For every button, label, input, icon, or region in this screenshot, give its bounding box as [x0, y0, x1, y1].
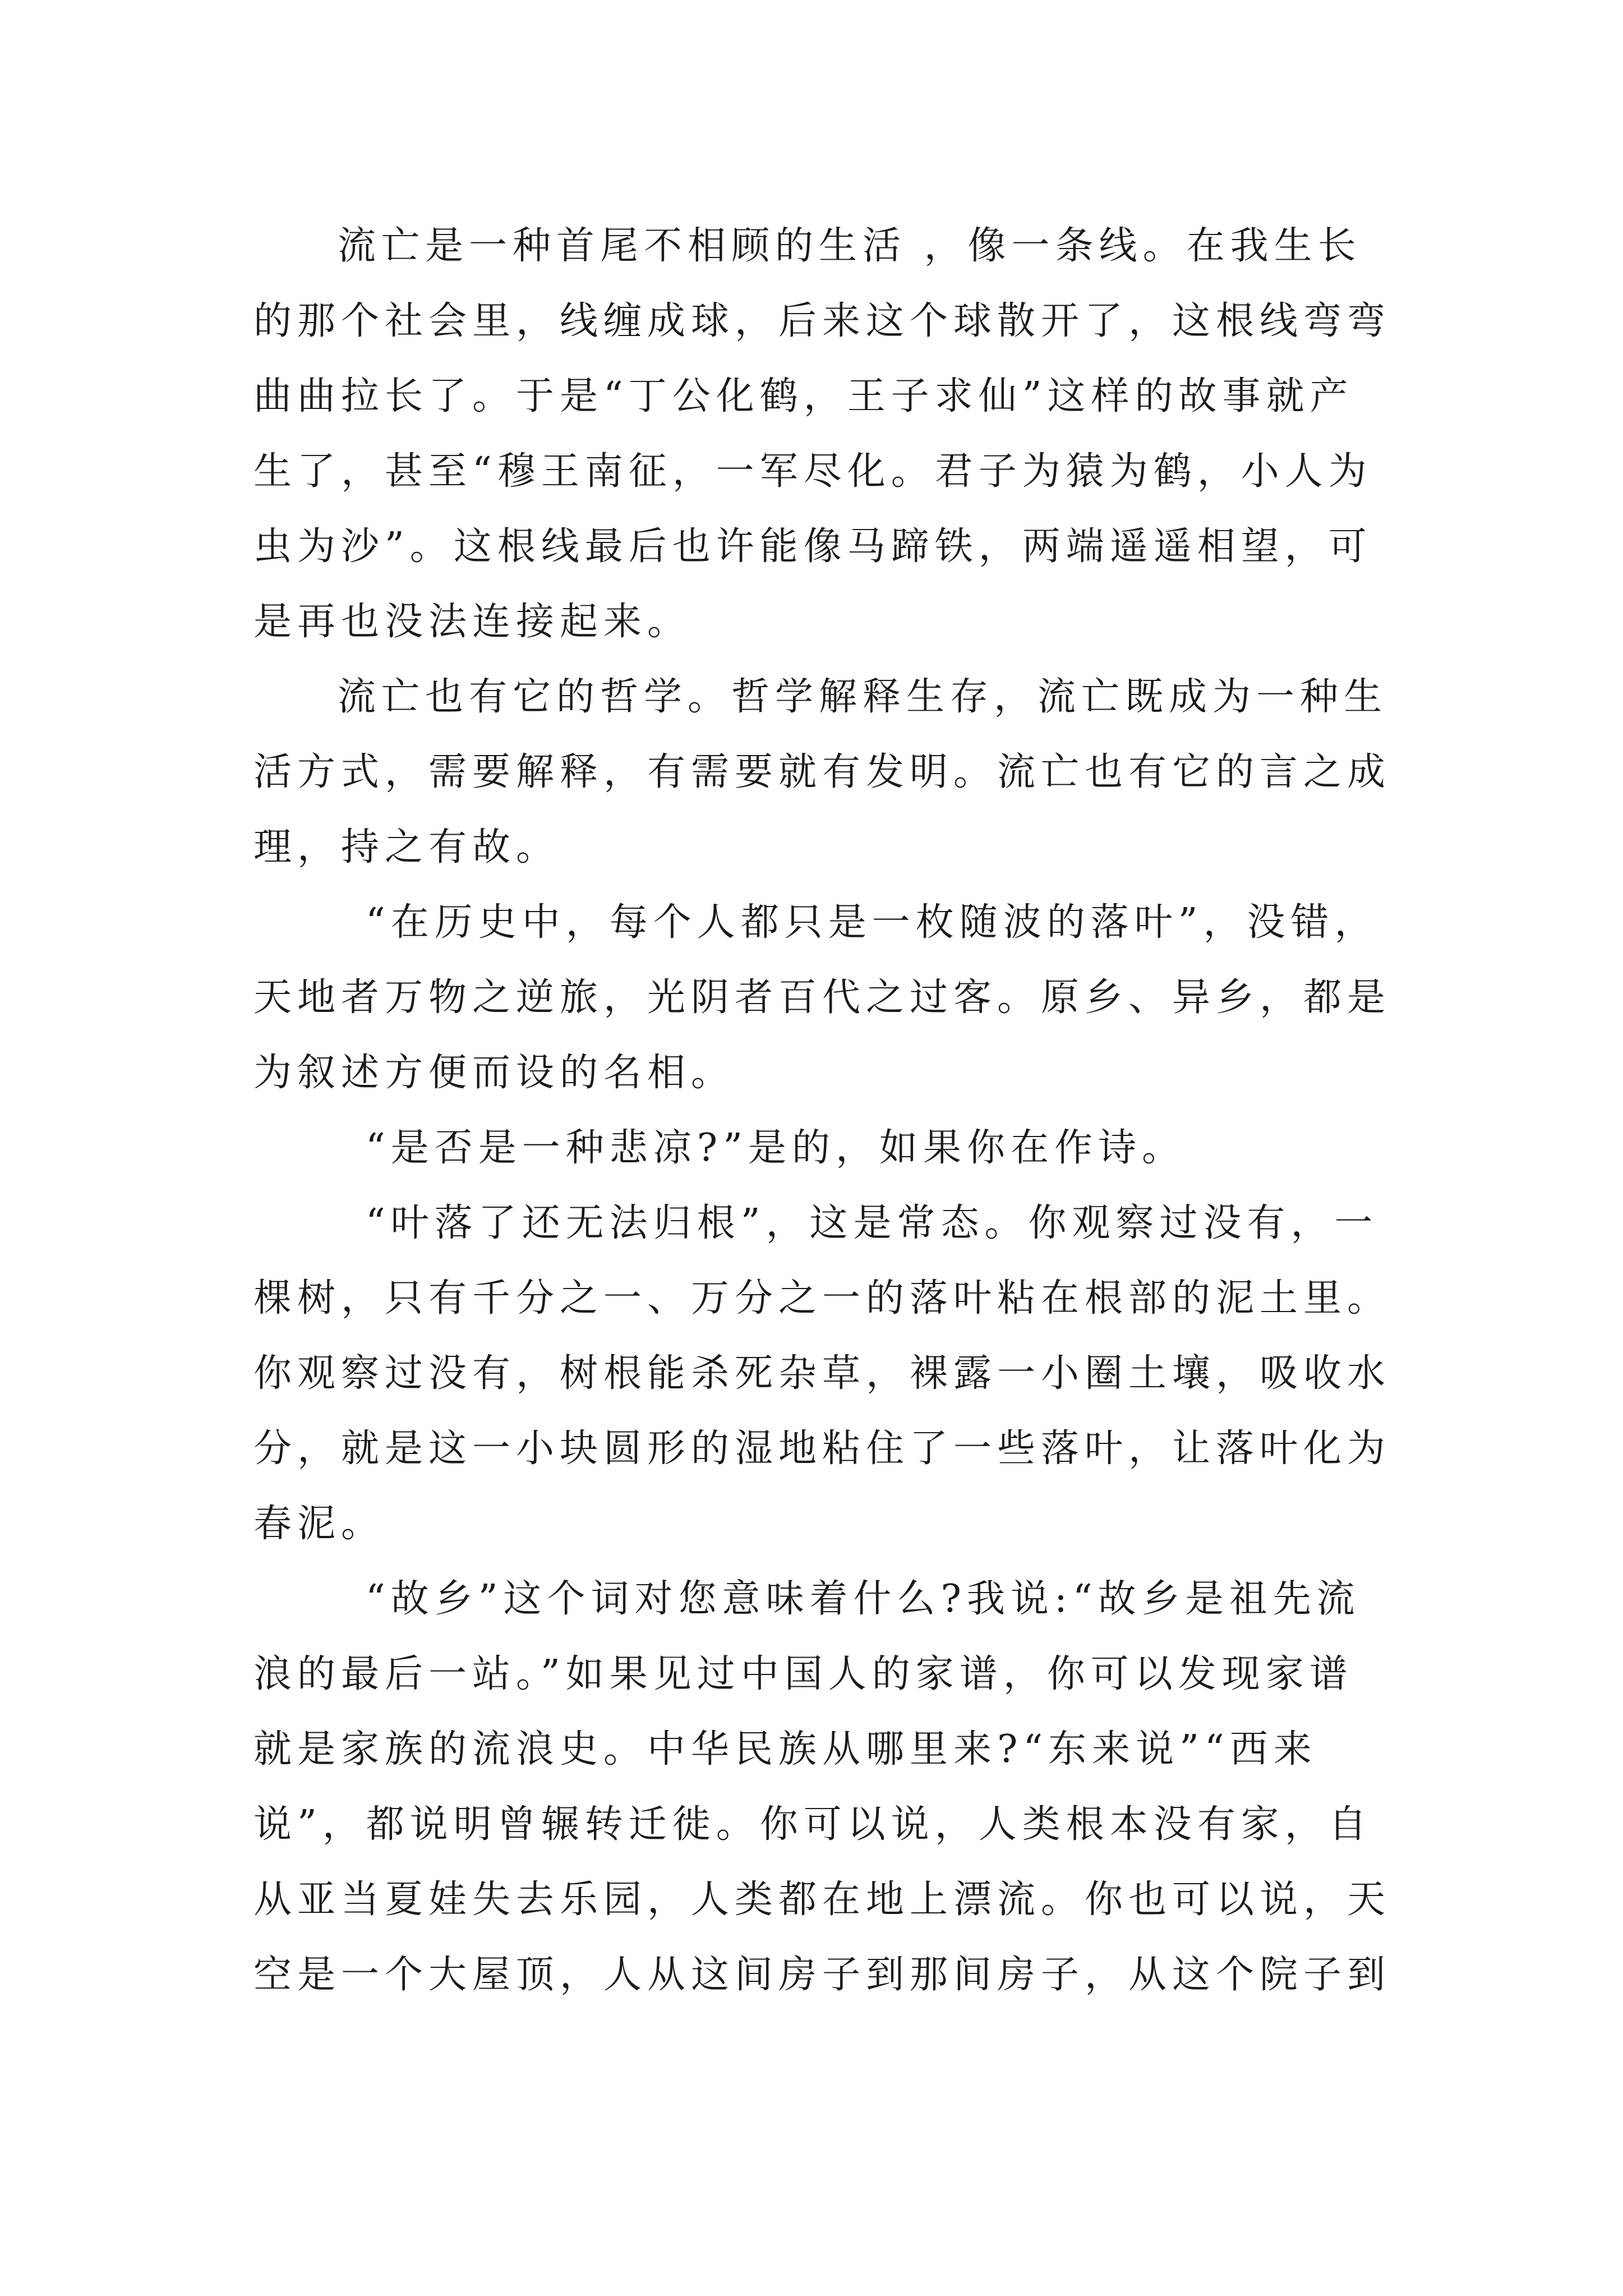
text-line: 为叙述方便而设的名相。 [253, 1051, 735, 1095]
text-line: 生了，甚至“穆王南征，一军尽化。君子为猿为鹤，小人为 [253, 449, 1372, 494]
text-line: 分，就是这一小块圆形的湿地粘住了一些落叶，让落叶化为 [253, 1427, 1391, 1471]
text-line: “叶落了还无法归根”，这是常态。你观察过没有，一 [366, 1201, 1378, 1245]
document-body [253, 209, 1398, 2013]
text-line: 说”，都说明曾辗转迁徙。你可以说，人类根本没有家，自 [253, 1802, 1372, 1847]
text-line: 天地者万物之逆旅，光阴者百代之过客。原乡、异乡，都是 [253, 976, 1391, 1020]
text-line: 你观察过没有，树根能杀死杂草，裸露一小圈土壤，吸收水 [253, 1351, 1391, 1396]
text-line: 虫为沙”。这根线最后也许能像马蹄铁，两端遥遥相望，可 [253, 524, 1372, 569]
text-line: 活方式，需要解释，有需要就有发明。流亡也有它的言之成 [253, 750, 1391, 794]
text-line: 理，持之有故。 [253, 825, 560, 869]
text-line: 从亚当夏娃失去乐园，人类都在地上漂流。你也可以说，天 [253, 1878, 1391, 1922]
text-line: 流亡也有它的哲学。哲学解释生存，流亡既成为一种生 [338, 675, 1388, 719]
text-line: 的那个社会里，线缠成球，后来这个球散开了，这根线弯弯 [253, 299, 1391, 343]
text-line: 春泥。 [253, 1502, 385, 1546]
text-line: 曲曲拉长了。于是“丁公化鹤，王子求仙”这样的故事就产 [253, 374, 1354, 418]
text-line: 是再也没法连接起来。 [253, 600, 691, 644]
text-line: “是否是一种悲凉?”是的，如果你在作诗。 [366, 1126, 1186, 1170]
text-line: 空是一个大屋顶，人从这间房子到那间房子，从这个院子到 [253, 1953, 1391, 1997]
text-line: “故乡”这个词对您意味着什么?我说:“故乡是祖先流 [366, 1577, 1361, 1621]
text-line: 就是家族的流浪史。中华民族从哪里来?“东来说”“西来 [253, 1727, 1317, 1772]
text-line: 浪的最后一站。”如果见过中国人的家谱，你可以发现家谱 [253, 1652, 1353, 1696]
text-line: 流亡是一种首尾不相顾的生活 ，像一条线。在我生长 [338, 224, 1362, 268]
text-line: 棵树，只有千分之一、万分之一的落叶粘在根部的泥土里。 [253, 1276, 1391, 1320]
text-line: “在历史中，每个人都只是一枚随波的落叶”，没错， [366, 900, 1378, 945]
